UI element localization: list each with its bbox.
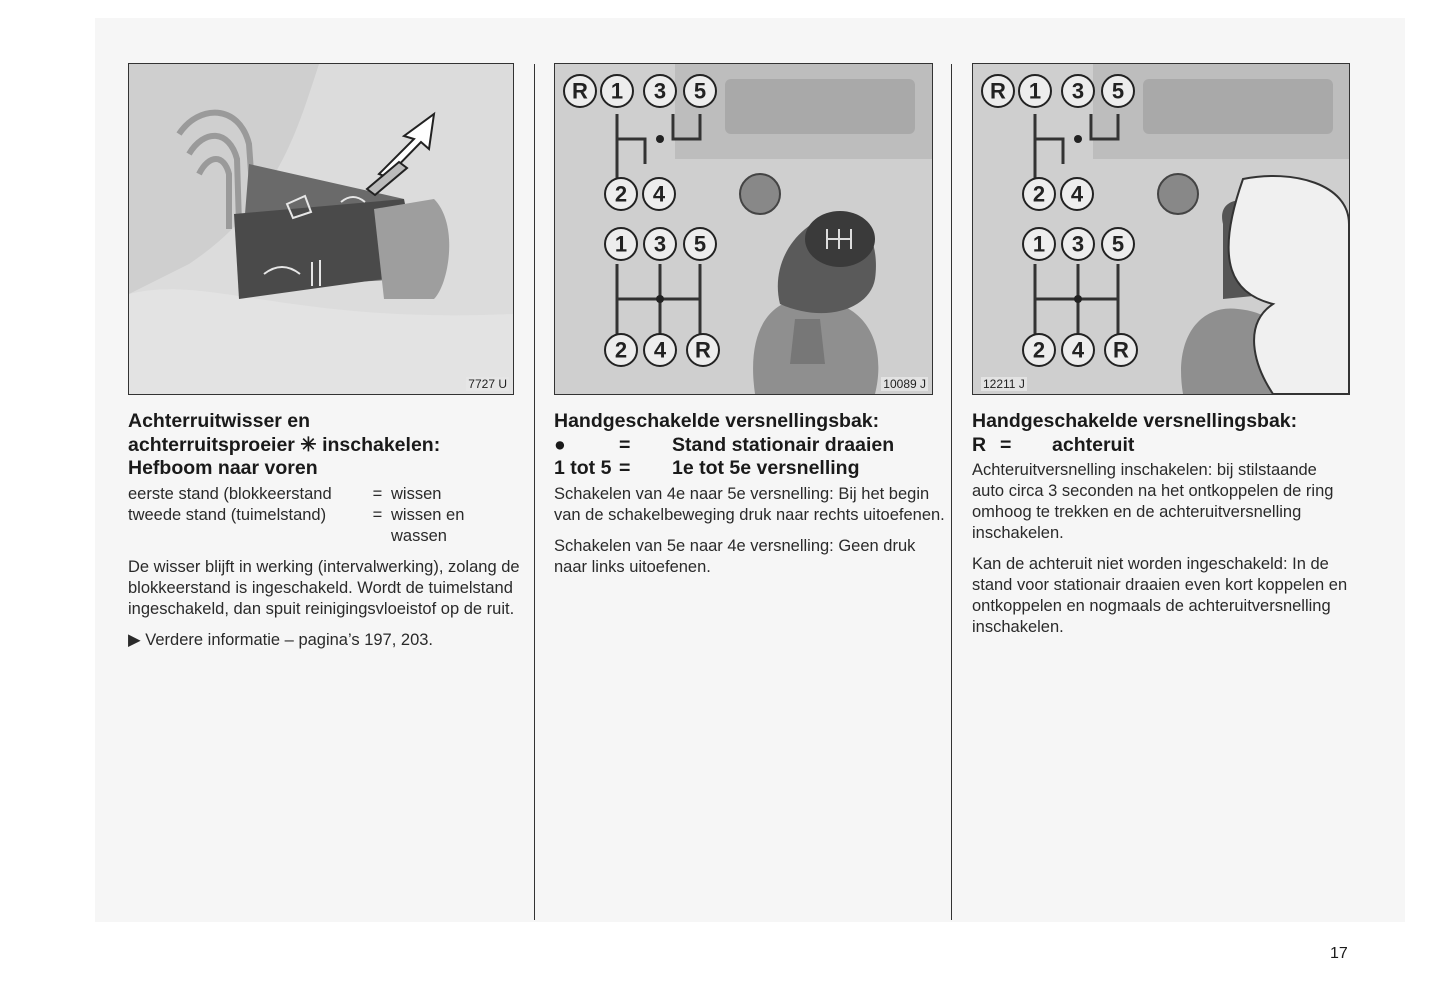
legend-row [554, 457, 946, 481]
body-paragraph: De wisser blijft in werking (intervalwerking), zolang de blokkeerstand is ingeschakeld. Wordt de tuimelstand ingeschakeld, dan spuit reinigingsvloeistof op de ruit. [128, 557, 520, 618]
position-label [128, 526, 364, 547]
legend-key: 1 tot 5 [554, 457, 612, 479]
column-gearbox [554, 410, 946, 588]
svg-text:R: R [990, 78, 1006, 104]
svg-text:R: R [1113, 337, 1129, 363]
svg-text:5: 5 [693, 231, 707, 257]
body-paragraph: Schakelen van 5e naar 4e versnelling: Geen druk naar links uitoefenen. [554, 536, 916, 576]
svg-text:2: 2 [1032, 181, 1046, 207]
svg-text:1: 1 [1028, 78, 1042, 104]
svg-text:1: 1 [610, 78, 624, 104]
figure-code: 7727 U [468, 377, 507, 391]
equals-sign: = [372, 484, 383, 503]
svg-text:4: 4 [1070, 181, 1084, 207]
svg-text:4: 4 [652, 181, 666, 207]
equals-sign: = [372, 505, 383, 524]
body-paragraph: Achteruitversnelling inschakelen: bij stilstaande auto circa 3 seconden na het ontkoppelen de ring omhoog te trekken en de achteruitversnelling inschakelen. [972, 461, 1334, 542]
legend-value: achteruit [1052, 433, 1135, 456]
table-row [128, 526, 464, 547]
svg-text:1: 1 [614, 231, 628, 257]
svg-text:3: 3 [1071, 78, 1085, 104]
position-value: wissen en [391, 505, 465, 524]
svg-text:5: 5 [693, 78, 707, 104]
svg-text:2: 2 [614, 337, 628, 363]
legend-value: 1e tot 5e versnelling [672, 457, 860, 479]
position-label: tweede stand (tuimelstand) [128, 505, 327, 524]
column-divider [951, 64, 952, 920]
svg-text:4: 4 [653, 337, 667, 363]
equals-sign: = [1000, 433, 1012, 456]
heading-line: Hefboom naar voren [128, 457, 318, 479]
cross-reference-link[interactable]: ▶ Verdere informatie – pagina’s 197, 203. [128, 630, 434, 649]
legend-row [972, 434, 1352, 458]
equals-sign: = [619, 457, 631, 479]
heading-line: Achterruitwisser en [128, 410, 311, 432]
svg-text:1: 1 [1032, 231, 1046, 257]
section-heading [128, 410, 520, 481]
heading-title: Handgeschakelde versnellingsbak: [554, 410, 880, 432]
equals-sign [364, 526, 391, 547]
section-heading [972, 410, 1352, 457]
legend-key: ● [554, 433, 566, 456]
equals-sign: = [619, 433, 631, 456]
body-paragraph: Kan de achteruit niet worden ingeschakeld: In de stand voor stationair draaien even kort koppelen en ontkoppelen en nogmaals de achteruitversnelling inschakelen. [972, 555, 1348, 636]
gear-lever-illustration [554, 63, 933, 395]
svg-text:R: R [572, 78, 588, 104]
column-reverse [972, 410, 1352, 648]
svg-text:3: 3 [653, 231, 667, 257]
table-row [128, 505, 464, 526]
table-row [128, 484, 464, 505]
heading-title: Handgeschakelde versnellingsbak: [972, 410, 1298, 432]
svg-text:5: 5 [1111, 231, 1125, 257]
svg-text:2: 2 [614, 181, 628, 207]
position-value: wissen [391, 484, 442, 503]
lever-position-table [128, 484, 464, 547]
legend-value: Stand stationair draaien [672, 433, 895, 456]
column-divider [534, 64, 535, 920]
heading-line: achterruitsproeier ✳ inschakelen: [128, 433, 441, 456]
position-value: wassen [391, 526, 447, 545]
svg-text:3: 3 [653, 78, 667, 104]
figure-code: 12211 J [983, 377, 1025, 391]
wiper-lever-illustration [128, 63, 514, 395]
figure-code: 10089 J [883, 377, 926, 391]
position-label: eerste stand (blokkeerstand [128, 484, 332, 503]
svg-text:3: 3 [1071, 231, 1085, 257]
legend-key: R [972, 433, 987, 456]
column-wiper [128, 410, 520, 661]
reverse-gear-illustration [972, 63, 1350, 395]
svg-text:R: R [695, 337, 711, 363]
body-paragraph: Schakelen van 4e naar 5e versnelling: Bij het begin van de schakelbeweging druk naar rechts uitoefenen. [554, 484, 945, 524]
svg-text:4: 4 [1071, 337, 1085, 363]
svg-text:2: 2 [1032, 337, 1046, 363]
legend-row [554, 434, 946, 458]
page-number: 17 [1330, 945, 1348, 962]
svg-text:5: 5 [1111, 78, 1125, 104]
section-heading [554, 410, 946, 481]
